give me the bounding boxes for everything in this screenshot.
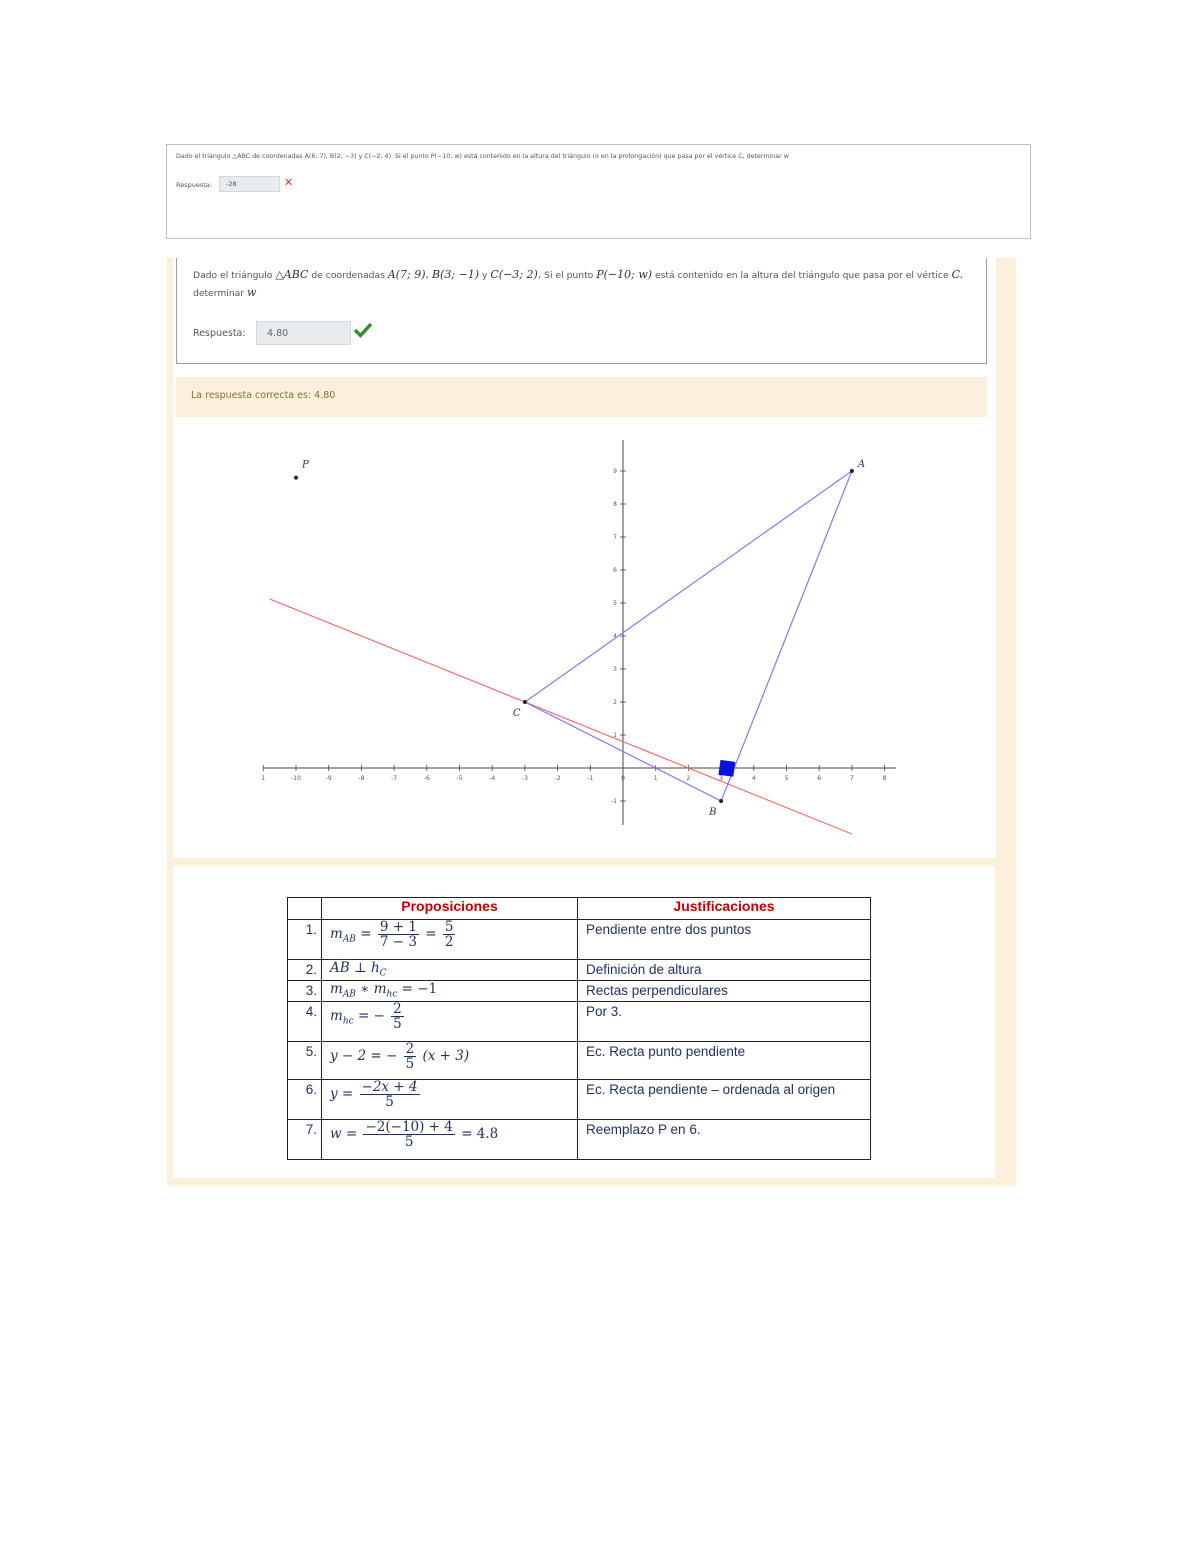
justification: Ec. Recta pendiente – ordenada al origen bbox=[578, 1080, 871, 1120]
point-c bbox=[523, 700, 527, 704]
justification: Ec. Recta punto pendiente bbox=[578, 1042, 871, 1080]
number-header bbox=[288, 898, 322, 920]
table-row bbox=[288, 1002, 871, 1042]
table-row bbox=[288, 1042, 871, 1080]
y-tick-label: 3 bbox=[613, 666, 617, 673]
question-2-text: Dado el triángulo △ABC de coordenadas A(7; 9). B(3; −1) y C(−3; 2). Si el punto P(−10; w) está contenido en la altura del triángulo que pasa por el vértice C. determinar w bbox=[193, 268, 964, 299]
row-number: 6. bbox=[288, 1080, 322, 1120]
y-tick-label: 2 bbox=[613, 699, 617, 706]
x-tick-label: -7 bbox=[391, 775, 398, 782]
correct-answer-banner bbox=[176, 377, 987, 417]
point-label-b: B bbox=[709, 807, 717, 818]
proof-table bbox=[287, 897, 871, 1160]
justification: Rectas perpendiculares bbox=[578, 981, 871, 1002]
question-1-text: Dado el triángulo △ABC de coordenadas A(6; 7), B(2; −3) y C(−2; 4). Si el punto P(−10; w) está contenido en la altura del triángulo (o en la prolongación) que pasa por el vértice C, determinar w bbox=[176, 153, 789, 160]
x-tick-label: 8 bbox=[882, 775, 887, 782]
x-tick-label: 5 bbox=[784, 775, 789, 782]
propositions-header: Proposiciones bbox=[322, 898, 578, 920]
x-tick-label: -10 bbox=[291, 775, 301, 782]
table-row bbox=[288, 1080, 871, 1120]
proposition: $m_{AB}$ ∗ $m_{hc} = -1$ bbox=[322, 981, 578, 1002]
x-tick-label: 7 bbox=[849, 775, 854, 782]
x-tick-label: 1 bbox=[261, 775, 266, 782]
y-tick-label: -1 bbox=[611, 798, 617, 805]
proposition: $m_{AB}$ = $\frac{9 + 1}{7 - 3}$ = $\frac{5}{2}$ bbox=[322, 920, 578, 960]
point-label-a: A bbox=[857, 459, 866, 470]
row-number: 7. bbox=[288, 1120, 322, 1160]
x-tick-label: -9 bbox=[325, 775, 332, 782]
row-number: 5. bbox=[288, 1042, 322, 1080]
x-tick-label: -2 bbox=[554, 775, 561, 782]
x-tick-label: -8 bbox=[358, 775, 365, 782]
x-tick-label: 1 bbox=[653, 775, 658, 782]
point-b bbox=[719, 799, 723, 803]
answer-input[interactable]: 4.80 bbox=[256, 321, 351, 345]
question-2-box bbox=[176, 258, 987, 364]
table-row bbox=[288, 960, 871, 981]
altitude-line bbox=[270, 599, 852, 834]
proposition: y − 2 = − $\frac{2}{5}$ (x + 3) bbox=[322, 1042, 578, 1080]
justification: Definición de altura bbox=[578, 960, 871, 981]
y-tick-label: 6 bbox=[613, 567, 617, 574]
justifications-header: Justificaciones bbox=[578, 898, 871, 920]
x-tick-label: 2 bbox=[686, 775, 691, 782]
justification: Reemplazo P en 6. bbox=[578, 1120, 871, 1160]
x-tick-label: -1 bbox=[587, 775, 594, 782]
right-angle-marker bbox=[718, 760, 735, 777]
x-tick-label: -5 bbox=[456, 775, 463, 782]
check-icon bbox=[354, 322, 372, 338]
x-tick-label: -3 bbox=[521, 775, 528, 782]
point-p bbox=[294, 476, 298, 480]
x-tick-label: -6 bbox=[423, 775, 430, 782]
point-label-c: C bbox=[512, 708, 521, 719]
x-tick-label: 4 bbox=[751, 775, 756, 782]
proposition: y = $\frac{-2x + 4}{5}$ bbox=[322, 1080, 578, 1120]
triangle-abc bbox=[525, 471, 852, 801]
axes bbox=[264, 440, 896, 825]
y-tick-label: 5 bbox=[613, 600, 617, 607]
answer-label: Respuesta: bbox=[193, 328, 246, 339]
y-tick-label: 9 bbox=[613, 468, 617, 475]
question-1-box bbox=[166, 144, 1031, 239]
y-tick-label: 8 bbox=[613, 501, 617, 508]
cross-icon: ✕ bbox=[284, 176, 294, 189]
proposition: w = $\frac{-2(-10) + 4}{5}$ = 4.8 bbox=[322, 1120, 578, 1160]
justification: Pendiente entre dos puntos bbox=[578, 920, 871, 960]
point-label-p: P bbox=[302, 459, 309, 471]
proposition: $m_{hc}$ = − $\frac{2}{5}$ bbox=[322, 1002, 578, 1042]
points bbox=[294, 459, 865, 818]
point-a bbox=[850, 469, 854, 473]
y-tick-label: 1 bbox=[613, 732, 617, 739]
row-number: 3. bbox=[288, 981, 322, 1002]
table-header-row bbox=[288, 898, 871, 920]
answer-label: Respuesta: bbox=[176, 181, 212, 189]
table-row bbox=[288, 1120, 871, 1160]
row-number: 2. bbox=[288, 960, 322, 981]
table-row bbox=[288, 920, 871, 960]
triangle-graph bbox=[176, 420, 986, 860]
row-number: 4. bbox=[288, 1002, 322, 1042]
y-tick-label: 7 bbox=[613, 534, 617, 541]
proposition: $\overline{AB}$ ⊥ $h_C$ bbox=[322, 960, 578, 981]
answer-input[interactable]: -28 bbox=[219, 176, 280, 192]
correct-answer-text: La respuesta correcta es: 4.80 bbox=[191, 390, 336, 401]
y-tick-label: 4 bbox=[613, 633, 617, 640]
row-number: 1. bbox=[288, 920, 322, 960]
x-tick-label: 0 bbox=[621, 775, 625, 782]
x-tick-label: -4 bbox=[489, 775, 496, 782]
x-tick-label: 3 bbox=[719, 775, 724, 782]
justification: Por 3. bbox=[578, 1002, 871, 1042]
table-row bbox=[288, 981, 871, 1002]
x-tick-label: 6 bbox=[817, 775, 822, 782]
